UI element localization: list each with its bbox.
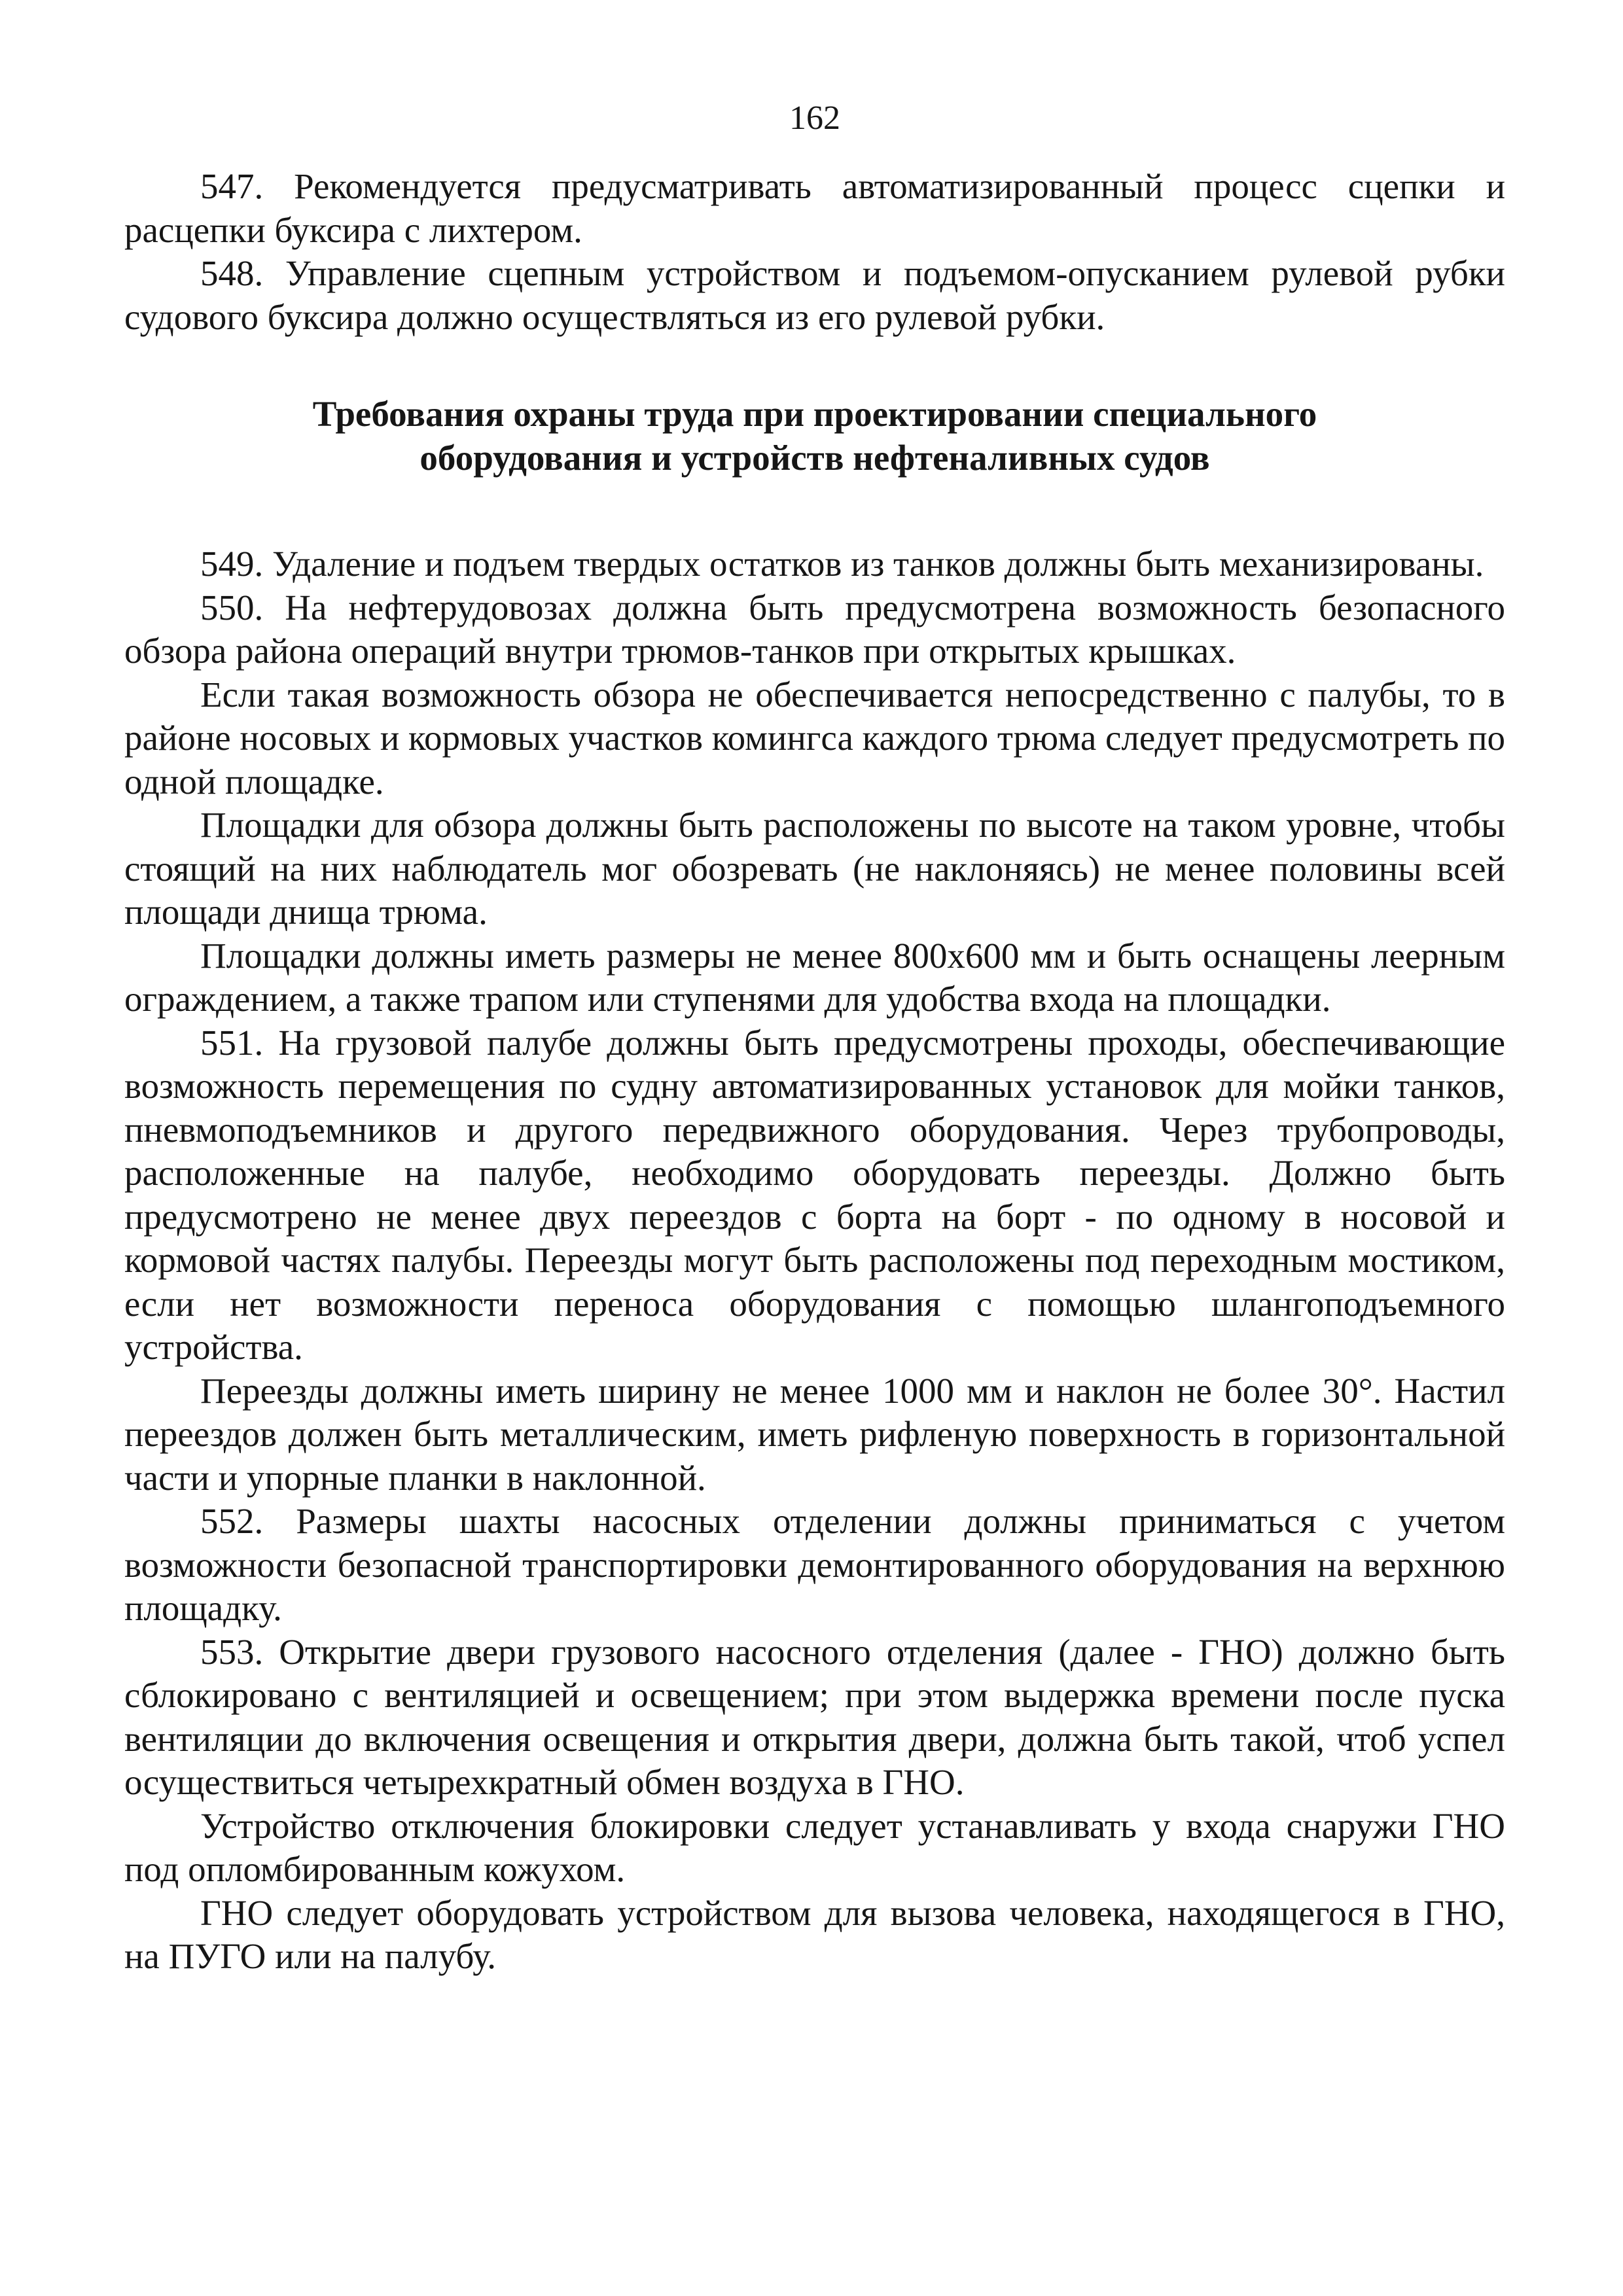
document-page [124, 98, 1505, 1979]
paragraph-553-interlock: Устройство отключения блокировки следует устанавливать у входа снаружи ГНО под опломбированным кожухом. [124, 1805, 1505, 1890]
section-heading-line-2: оборудования и устройств нефтеналивных судов [419, 437, 1210, 478]
paragraph-553-call-device: ГНО следует оборудовать устройством для вызова человека, находящегося в ГНО, на ПУГО или на палубу. [124, 1892, 1505, 1977]
paragraph-549: 549. Удаление и подъем твердых остатков из танков должны быть механизированы. [200, 544, 1484, 584]
paragraph-552: 552. Размеры шахты насосных отделении должны приниматься с учетом возможности безопасной транспортировки демонтированного оборудования на верхнюю площадку. [124, 1501, 1505, 1629]
page-number: 162 [789, 99, 840, 137]
paragraph-553: 553. Открытие двери грузового насосного отделения (далее - ГНО) должно быть сблокировано с вентиляцией и освещением; при этом выдержка времени после пуска вентиляции до включения освещения и открытия двери, должна быть такой, чтоб успел осуществиться четырехкратный обмен воздуха в ГНО. [124, 1631, 1505, 1803]
section-heading-line-1: Требования охраны труда при проектировании специального [312, 394, 1317, 434]
paragraph-551-crossings: Переезды должны иметь ширину не менее 1000 мм и наклон не более 30°. Настил переездов должен быть металлическим, иметь рифленую поверхность в горизонтальной части и упорные планки в наклонной. [124, 1370, 1505, 1498]
paragraph-547: 547. Рекомендуется предусматривать автоматизированный процесс сцепки и расцепки буксира с лихтером. [124, 166, 1505, 250]
section-heading [151, 393, 1479, 480]
paragraph-548: 548. Управление сцепным устройством и подъемом-опусканием рулевой рубки судового буксира должно осуществляться из его рулевой рубки. [124, 253, 1505, 337]
paragraph-551: 551. На грузовой палубе должны быть предусмотрены проходы, обеспечивающие возможность перемещения по судну автоматизированных установок для мойки танков, пневмоподъемников и другого передвижного оборудования. Через трубопроводы, расположенные на палубе, необходимо оборудовать переезды. Должно быть предусмотрено не менее двух переездов с борта на борт - по одному в носовой и кормовой частях палубы. Переезды могут быть расположены под переходным мостиком, если нет возможности переноса оборудования с помощью шлангоподъемного устройства. [124, 1022, 1505, 1368]
paragraph-550-observation: Если такая возможность обзора не обеспечивается непосредственно с палубы, то в районе носовых и кормовых участков комингса каждого трюма следует предусмотреть по одной площадке. [124, 674, 1506, 802]
paragraph-550: 550. На нефтерудовозах должна быть предусмотрена возможность безопасного обзора района операций внутри трюмов-танков при открытых крышках. [124, 587, 1505, 671]
paragraph-550-platform-size: Площадки должны иметь размеры не менее 800x600 мм и быть оснащены леерным ограждением, а также трапом или ступенями для удобства входа на площадки. [124, 935, 1505, 1019]
paragraph-550-platform-height: Площадки для обзора должны быть расположены по высоте на таком уровне, чтобы стоящий на них наблюдатель мог обозревать (не наклоняясь) не менее половины всей площади днища трюма. [124, 805, 1505, 932]
